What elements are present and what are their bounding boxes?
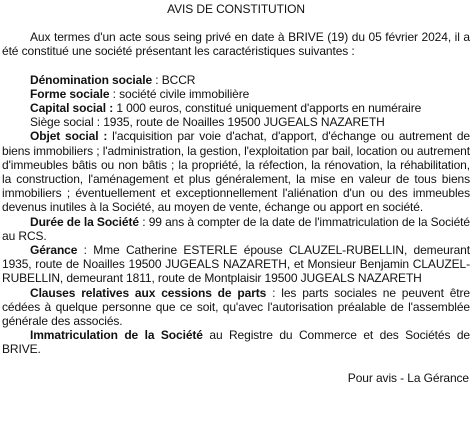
denomination-label: Dénomination sociale	[30, 72, 153, 87]
clauses-paragraph	[2, 286, 470, 329]
signature-line: Pour avis - La Gérance	[347, 370, 469, 385]
clauses-label: Clauses relatives aux cessions de parts	[30, 285, 267, 300]
immatriculation-value: au Registre du Commerce et des Sociétés de BRIVE.	[2, 328, 471, 357]
duree-value: : 99 ans à compter de la date de l'immatriculation de la Société au RCS.	[2, 214, 470, 243]
immatriculation-line	[2, 328, 470, 356]
denomination-line	[2, 73, 470, 87]
objet-label: Objet social :	[30, 129, 108, 144]
duree-label: Durée de la Société	[30, 214, 139, 229]
forme-label: Forme sociale	[30, 86, 110, 101]
siege-line: Siège social : 1935, route de Noailles 19500 JUGEALS NAZARETH	[30, 115, 385, 130]
clauses-value: : les parts sociales ne peuvent être cédées à quelque personne que ce soit, qu'avec l'autorisation préalable de l'assemblée générale des associés.	[2, 285, 470, 329]
duree-paragraph	[2, 215, 470, 243]
notice-title: AVIS DE CONSTITUTION	[167, 2, 305, 16]
immatriculation-label: Immatriculation de la Société	[30, 328, 203, 343]
objet-paragraph	[2, 129, 470, 214]
forme-line	[2, 87, 470, 101]
gerance-label: Gérance	[30, 243, 78, 258]
gerance-value: : Mme Catherine ESTERLE épouse CLAUZEL-RUBELLIN, demeurant 1935, route de Noailles 19500 JUGEALS NAZARETH, et Monsieur Benjamin CLAUZEL-RUBELLIN, demeurant 1811, route de Montplaisir 19500 JUGEALS NAZARETH	[2, 243, 470, 286]
gerance-paragraph	[2, 243, 470, 286]
capital-value: 1 000 euros, constitué uniquement d'apports en numéraire	[113, 101, 422, 116]
denomination-value: : BCCR	[152, 72, 196, 87]
capital-line	[2, 101, 470, 115]
notice-intro: Aux termes d'un acte sous seing privé en date à BRIVE (19) du 05 février 2024, il a été constitué une société présentant les caractéristiques suivantes :	[2, 30, 470, 59]
capital-label: Capital social :	[30, 101, 114, 116]
objet-value: l'acquisition par voie d'achat, d'apport, d'échange ou autrement de biens immobiliers ; l'administration, la gestion, l'exploitation par bail, location ou autrement d'immeubles bâtis ou non bâtis ; la propriété, la réfection, la rénovation, la réhabilitation, la construction, l'aménagement et plus généralement, la mise en valeur de tous biens immobiliers ; éventuellement et exceptionnellement l'aliénation d'un ou des immeubles devenus inutiles à la Société, au moyen de vente, échange ou apport en société.	[2, 129, 470, 215]
forme-value: : société civile immobilière	[109, 86, 250, 101]
